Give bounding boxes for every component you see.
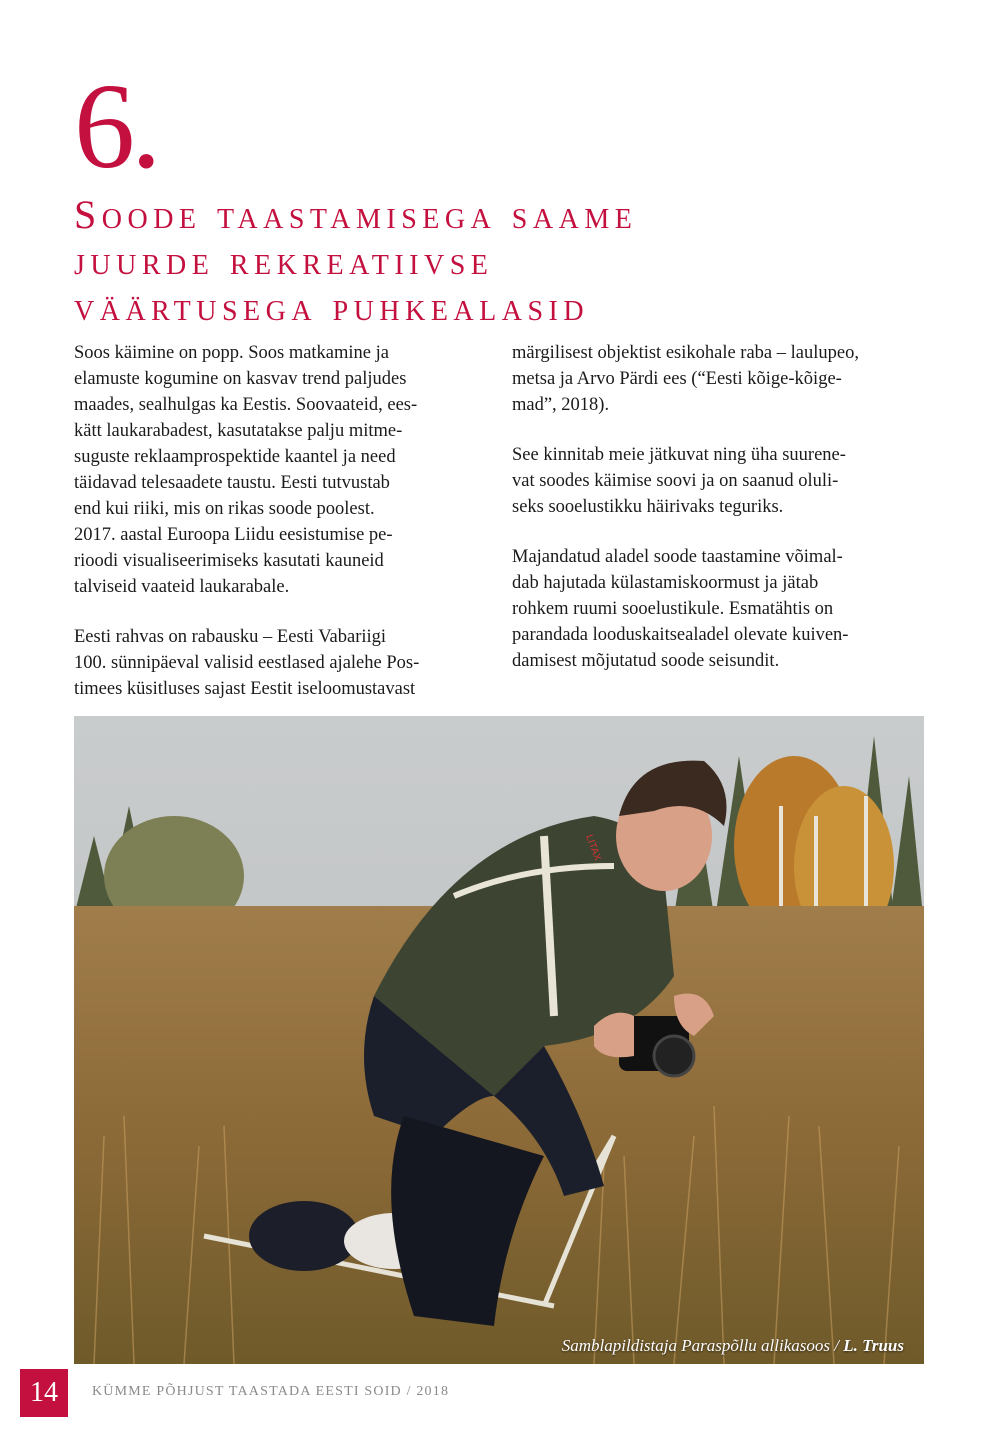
left-text-column (74, 340, 500, 726)
text-line: suguste reklaamprospektide kaantel ja need (74, 447, 396, 467)
right-text-column (512, 340, 938, 698)
text-line: dab hajutada külastamiskoormust ja jätab (512, 573, 819, 593)
paragraph (512, 340, 938, 418)
text-line: damisest mõjutatud soode seisundit. (512, 651, 780, 671)
text-line: märgilisest objektist esikohale raba – laulupeo, (512, 343, 859, 363)
text-line: timees küsitluses sajast Eestit iseloomustavast (74, 679, 416, 699)
paragraph (74, 624, 500, 702)
text-line: 100. sünnipäeval valisid eestlased ajalehe Pos- (74, 653, 420, 673)
caption-text: Samblapildistaja Paraspõllu allikasoos / (561, 1336, 844, 1355)
photo-caption (562, 1336, 904, 1356)
chapter-title (74, 192, 934, 330)
paragraph (74, 340, 500, 600)
caption-author: L. Truus (843, 1336, 904, 1355)
text-line: vat soodes käimise soovi ja on saanud oluli- (512, 471, 839, 491)
chapter-title-line: juurde rekreatiivse (74, 238, 494, 283)
text-line: Soos käimine on popp. Soos matkamine ja (74, 343, 389, 363)
bog-photo-illustration (74, 716, 924, 1364)
text-line: rohkem ruumi sooelustikule. Esmatähtis on (512, 599, 834, 619)
text-line: Eesti rahvas on rabausku – Eesti Vabariigi (74, 627, 387, 647)
text-line: Majandatud aladel soode taastamine võimal- (512, 547, 843, 567)
text-line: parandada looduskaitsealadel olevate kuiven- (512, 625, 849, 645)
text-line: elamuste kogumine on kasvav trend paljudes (74, 369, 407, 389)
text-line: end kui riiki, mis on rikas soode poolest. (74, 499, 375, 519)
chapter-title-line: väärtusega puhkealasid (74, 284, 590, 329)
text-line: metsa ja Arvo Pärdi ees (“Eesti kõige-kõige- (512, 369, 842, 389)
chapter-number: 6. (74, 59, 158, 194)
text-line: täidavad telesaadete taustu. Eesti tutvustab (74, 473, 390, 493)
text-line: kätt laukarabadest, kasutatakse palju mitme- (74, 421, 403, 441)
text-line: seks sooelustikku häirivaks teguriks. (512, 497, 784, 517)
bag (249, 1201, 359, 1271)
page-number: 14 (20, 1369, 68, 1417)
text-line: talviseid vaateid laukarabale. (74, 577, 290, 597)
text-line: 2017. aastal Euroopa Liidu eesistumise pe- (74, 525, 393, 545)
photo (74, 716, 924, 1364)
text-line: See kinnitab meie jätkuvat ning üha suurene- (512, 445, 846, 465)
paragraph (512, 544, 938, 674)
text-line: mad”, 2018). (512, 395, 610, 415)
chapter-title-line: Soode taastamisega saame (74, 192, 638, 237)
text-line: rioodi visualiseerimiseks kasutati kauneid (74, 551, 384, 571)
text-line: maades, sealhulgas ka Eestis. Soovaateid, ees- (74, 395, 418, 415)
running-footer: KÜMME PÕHJUST TAASTADA EESTI SOID / 2018 (92, 1384, 450, 1399)
camera-strap-label: LITAX (583, 833, 603, 863)
paragraph (512, 442, 938, 520)
